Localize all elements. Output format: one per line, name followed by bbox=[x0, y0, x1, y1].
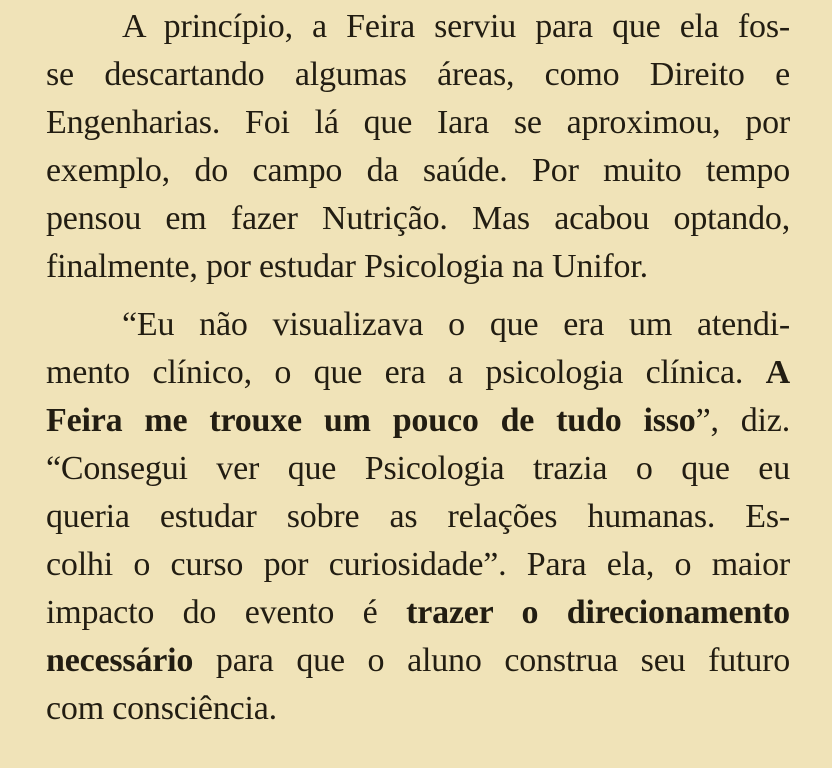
text-segment: se descartando algumas áreas, como Direito e bbox=[46, 56, 790, 93]
text-segment: A princípio, a Feira serviu para que ela fos- bbox=[122, 8, 790, 45]
paragraph bbox=[46, 3, 790, 291]
text-line bbox=[46, 589, 790, 637]
text-line bbox=[46, 541, 790, 589]
text-segment: queria estudar sobre as relações humanas. Es- bbox=[46, 498, 790, 535]
text-segment: ”, diz. bbox=[695, 402, 790, 439]
bold-text-segment: A bbox=[765, 354, 790, 391]
text-line bbox=[46, 301, 790, 349]
text-line bbox=[46, 195, 790, 243]
text-line bbox=[46, 349, 790, 397]
text-segment: “Consegui ver que Psicologia trazia o que eu bbox=[46, 450, 790, 487]
text-segment: exemplo, do campo da saúde. Por muito tempo bbox=[46, 152, 790, 189]
bold-text-segment: Feira me trouxe um pouco de tudo isso bbox=[46, 402, 696, 439]
text-line bbox=[46, 51, 790, 99]
bold-text-segment: trazer o direcionamento bbox=[406, 594, 790, 631]
text-line bbox=[46, 3, 790, 51]
text-segment: finalmente, por estudar Psicologia na Unifor. bbox=[46, 248, 648, 285]
text-segment: para que o aluno construa seu futuro bbox=[193, 642, 790, 679]
text-line bbox=[46, 493, 790, 541]
text-segment: impacto do evento é bbox=[46, 594, 407, 631]
bold-text-segment: necessário bbox=[46, 642, 194, 679]
paragraph bbox=[46, 301, 790, 733]
text-segment: com consciência. bbox=[46, 690, 277, 727]
text-line bbox=[46, 637, 790, 685]
text-line bbox=[46, 685, 790, 733]
text-segment: pensou em fazer Nutrição. Mas acabou optando, bbox=[46, 200, 790, 237]
text-line bbox=[46, 99, 790, 147]
text-line bbox=[46, 397, 790, 445]
text-segment: colhi o curso por curiosidade”. Para ela, o maior bbox=[46, 546, 790, 583]
text-line bbox=[46, 147, 790, 195]
text-line bbox=[46, 445, 790, 493]
article-text bbox=[46, 3, 790, 733]
text-segment: mento clínico, o que era a psicologia clínica. bbox=[46, 354, 766, 391]
text-segment: Engenharias. Foi lá que Iara se aproximou, por bbox=[46, 104, 790, 141]
text-line bbox=[46, 243, 790, 291]
text-segment: “Eu não visualizava o que era um atendi- bbox=[122, 306, 790, 343]
